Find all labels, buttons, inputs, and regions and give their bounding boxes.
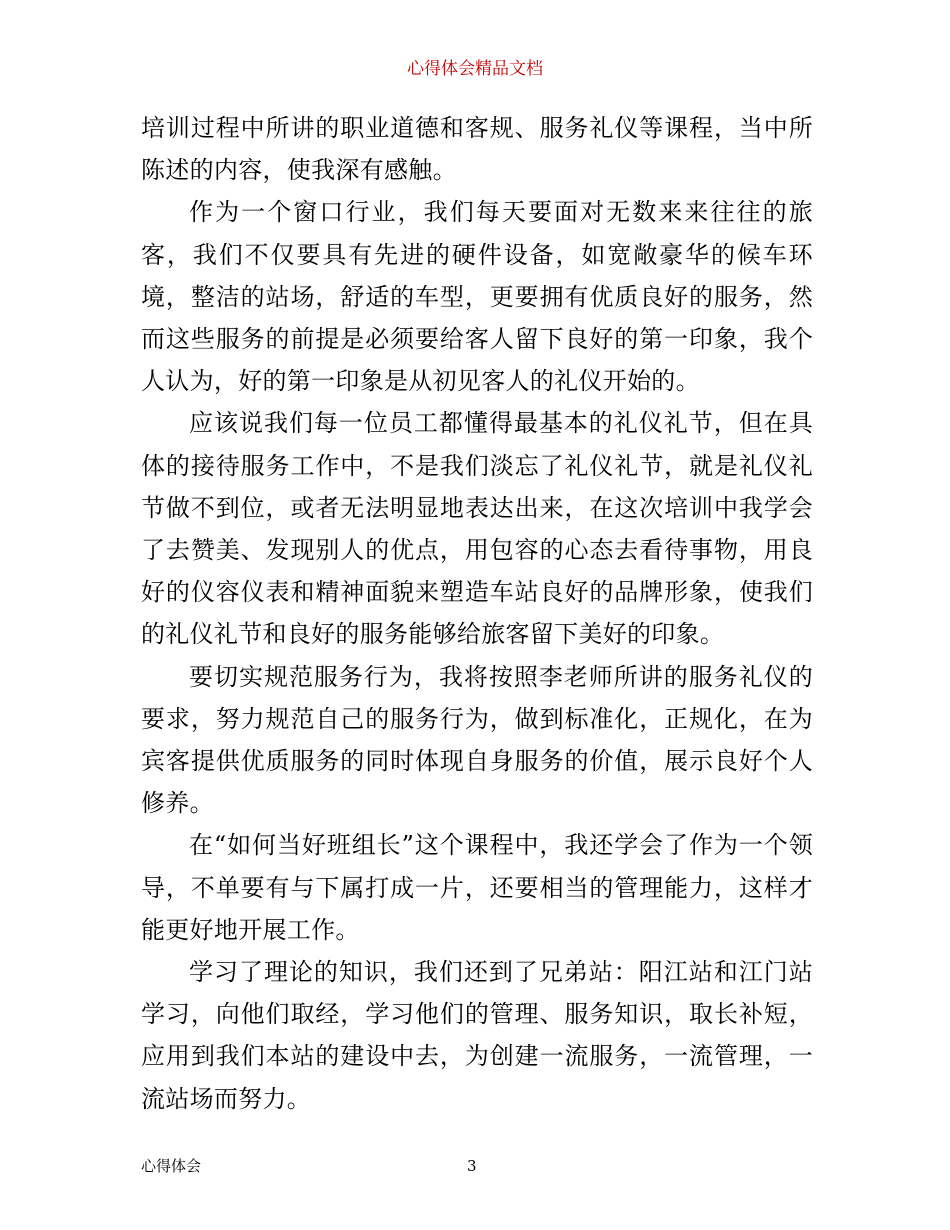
paragraph: 学习了理论的知识，我们还到了兄弟站：阳江站和江门站学习，向他们取经，学习他们的管理、服务知识，取长补短，应用到我们本站的建设中去，为创建一流服务，一流管理，一流站场而努力。 xyxy=(141,958,813,1113)
paragraph: 培训过程中所讲的职业道德和客规、服务礼仪等课程，当中所陈述的内容，使我深有感触。 xyxy=(141,114,813,185)
paragraph: 在“如何当好班组长”这个课程中，我还学会了作为一个领导，不单要有与下属打成一片，还要相当的管理能力，这样才能更好地开展工作。 xyxy=(141,831,813,944)
paragraph: 要切实规范服务行为，我将按照李老师所讲的服务礼仪的要求，努力规范自己的服务行为，做到标准化，正规化，在为宾客提供优质服务的同时体现自身服务的价值，展示良好个人修养。 xyxy=(141,662,813,818)
paragraph: 作为一个窗口行业，我们每天要面对无数来来往往的旅客，我们不仅要具有先进的硬件设备，如宽敞豪华的候车环境，整洁的站场，舒适的车型，更要拥有优质良好的服务，然而这些服务的前提是必须要给客人留下良好的第一印象，我个人认为，好的第一印象是从初见客人的礼仪开始的。 xyxy=(141,198,813,396)
paragraph: 应该说我们每一位员工都懂得最基本的礼仪礼节，但在具体的接待服务工作中，不是我们淡忘了礼仪礼节，就是礼仪礼节做不到位，或者无法明显地表达出来，在这次培训中我学会了去赞美、发现别人的优点，用包容的心态去看待事物，用良好的仪容仪表和精神面貌来塑造车站良好的品牌形象，使我们的礼仪礼节和良好的服务能够给旅客留下美好的印象。 xyxy=(141,409,813,649)
page-number: 3 xyxy=(467,1157,477,1175)
footer-label: 心得体会 xyxy=(141,1157,202,1175)
page-header-title: 心得体会精品文档 xyxy=(407,59,543,79)
document-body xyxy=(141,107,813,1120)
